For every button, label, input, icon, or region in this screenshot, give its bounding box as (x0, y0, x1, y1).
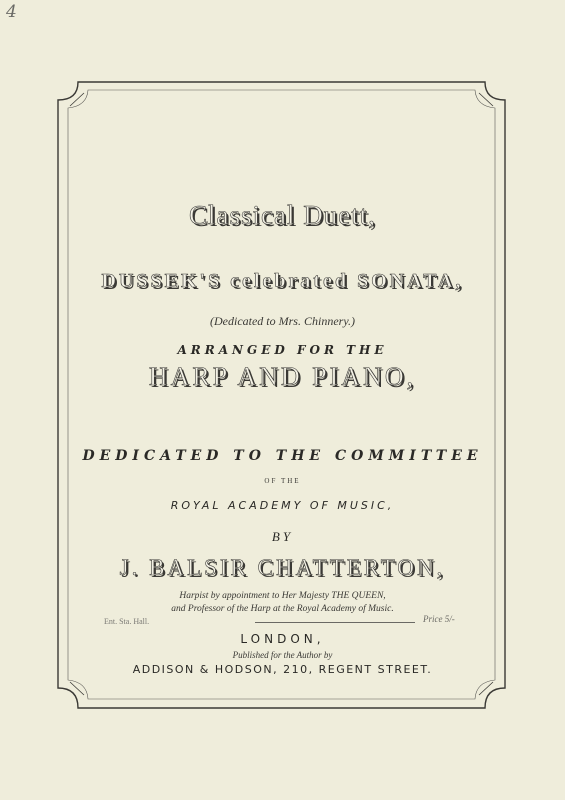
city-line: LONDON, (240, 632, 325, 646)
price-rule (255, 622, 415, 623)
title: Classical Duett, (189, 200, 376, 230)
of-the-line: OF THE (264, 477, 301, 485)
publisher-address: ADDISON & HODSON, 210, REGENT STREET. (132, 663, 433, 676)
dedication-line: DEDICATED TO THE COMMITTEE (82, 448, 483, 464)
price: Price 5/- (423, 614, 455, 624)
publisher-intro: Published for the Author by (232, 650, 333, 660)
instruments-line: HARP AND PIANO, (148, 362, 417, 391)
arranged-line: ARRANGED FOR THE (177, 343, 388, 357)
composer-name: J. BALSIR CHATTERTON, (119, 555, 446, 580)
sonata-line: DUSSEK'S celebrated SONATA, (101, 270, 464, 292)
by-line: BY (271, 529, 294, 544)
stationers-hall-entry: Ent. Sta. Hall. (104, 617, 150, 626)
dedicatee-line: (Dedicated to Mrs. Chinnery.) (210, 314, 355, 328)
professor-credential: and Professor of the Harp at the Royal Academy of Music. (171, 604, 394, 614)
academy-line: ROYAL ACADEMY OF MUSIC, (170, 499, 395, 512)
page-number: 4 (6, 2, 17, 22)
harpist-credential: Harpist by appointment to Her Majesty THE QUEEN, (179, 591, 386, 601)
